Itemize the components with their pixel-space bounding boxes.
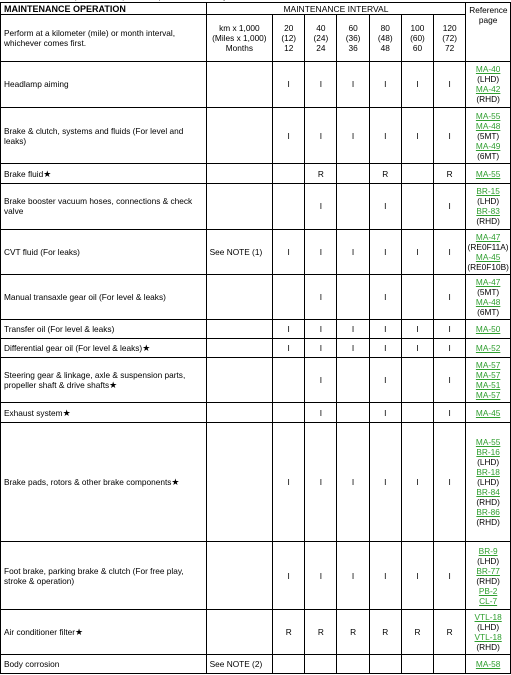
- interval-mark-cell: [273, 274, 305, 319]
- interval-mark-cell: R: [305, 609, 337, 654]
- reference-page-cell: [466, 229, 511, 274]
- note-cell: [206, 422, 272, 541]
- note-cell: See NOTE (2): [206, 655, 272, 674]
- interval-mark-cell: I: [305, 229, 337, 274]
- unit-km: km x 1,000: [219, 22, 260, 33]
- interval-mark-cell: I: [401, 229, 433, 274]
- note-cell: [206, 609, 272, 654]
- reference-variant-label: (LHD): [477, 477, 500, 488]
- note-cell: See NOTE (1): [206, 229, 272, 274]
- reference-page-cell: [466, 357, 511, 402]
- interval-mark-cell: [337, 357, 369, 402]
- table-row: [1, 274, 511, 319]
- unit-miles: (Miles x 1,000): [212, 32, 267, 43]
- interval-mark-cell: I: [369, 108, 401, 164]
- interval-mark-cell: I: [434, 338, 466, 357]
- interval-header-2: [305, 15, 337, 61]
- interval-miles: (48): [377, 32, 393, 43]
- operation-cell: [1, 357, 207, 402]
- operation-label: Foot brake, parking brake & clutch (For free play, stroke & operation): [4, 565, 184, 586]
- maintenance-schedule-table: [0, 2, 511, 674]
- reference-page-link[interactable]: MA-51: [475, 379, 501, 390]
- interval-mark-cell: I: [401, 320, 433, 339]
- interval-mark-cell: [273, 164, 305, 184]
- interval-mark-cell: [337, 655, 369, 674]
- operation-label: Brake fluid: [4, 168, 44, 179]
- reference-page-cell: [466, 184, 511, 229]
- interval-mark-cell: [401, 357, 433, 402]
- interval-mark-cell: [337, 164, 369, 184]
- interval-mark-cell: I: [434, 357, 466, 402]
- table-row: [1, 164, 511, 184]
- interval-miles: (60): [410, 32, 425, 43]
- interval-mark-cell: I: [369, 61, 401, 107]
- note-cell: [206, 61, 272, 107]
- interval-mark-cell: I: [337, 108, 369, 164]
- interval-mark-cell: I: [369, 229, 401, 274]
- interval-mark-cell: I: [401, 542, 433, 609]
- interval-mark-cell: I: [401, 338, 433, 357]
- interval-mark-cell: R: [369, 164, 401, 184]
- interval-mark-cell: I: [434, 184, 466, 229]
- reference-page-cell: [466, 655, 511, 674]
- operation-cell: [1, 274, 207, 319]
- reference-page-link[interactable]: MA-45: [475, 251, 501, 262]
- interval-mark-cell: I: [273, 229, 305, 274]
- table-row: [1, 108, 511, 164]
- reference-page-link[interactable]: MA-48: [475, 120, 501, 131]
- interval-mark-cell: R: [434, 164, 466, 184]
- interval-mark-cell: [369, 655, 401, 674]
- interval-months: 48: [380, 42, 390, 53]
- reference-page-cell: [466, 338, 511, 357]
- reference-page-link[interactable]: MA-42: [475, 84, 501, 95]
- reference-page-link[interactable]: BR-16: [476, 447, 500, 458]
- reference-page-link[interactable]: MA-47: [475, 231, 501, 242]
- interval-mark-cell: I: [369, 338, 401, 357]
- interval-mark-cell: I: [434, 422, 466, 541]
- interval-mark-cell: [273, 357, 305, 402]
- interval-header-6: [434, 15, 466, 61]
- interval-mark-cell: I: [369, 542, 401, 609]
- interval-mark-cell: [337, 403, 369, 423]
- reference-page-link[interactable]: BR-83: [476, 206, 500, 217]
- reference-page-link[interactable]: MA-40: [475, 64, 501, 75]
- severe-condition-star-icon: ★: [171, 477, 180, 488]
- reference-variant-label: (RHD): [476, 517, 500, 528]
- reference-variant-label: (RHD): [476, 641, 500, 652]
- severe-condition-star-icon: ★: [62, 407, 71, 418]
- reference-variant-label: (LHD): [477, 457, 500, 468]
- interval-mark-cell: I: [305, 403, 337, 423]
- reference-page-link[interactable]: BR-84: [476, 487, 500, 498]
- operation-label: Brake pads, rotors & other brake components: [4, 477, 172, 488]
- interval-mark-cell: I: [434, 542, 466, 609]
- table-title: MAINTENANCE OPERATION: [1, 3, 207, 15]
- interval-mark-cell: [337, 184, 369, 229]
- interval-mark-cell: [401, 403, 433, 423]
- operation-label: Differential gear oil (For level & leaks): [4, 342, 143, 353]
- operation-label: Exhaust system: [4, 407, 63, 418]
- operation-label: Body corrosion: [4, 659, 60, 670]
- interval-mark-cell: I: [305, 184, 337, 229]
- interval-mark-cell: R: [369, 609, 401, 654]
- interval-mark-cell: I: [273, 338, 305, 357]
- note-cell: [206, 338, 272, 357]
- interval-mark-cell: I: [273, 108, 305, 164]
- reference-variant-label: (LHD): [477, 555, 500, 566]
- interval-mark-cell: I: [305, 274, 337, 319]
- interval-mark-cell: I: [305, 338, 337, 357]
- interval-mark-cell: I: [434, 320, 466, 339]
- note-cell: [206, 403, 272, 423]
- table-row: [1, 338, 511, 357]
- interval-km: 60: [348, 22, 358, 33]
- operation-cell: [1, 108, 207, 164]
- operation-label: Air conditioner filter: [4, 626, 76, 637]
- interval-mark-cell: I: [434, 403, 466, 423]
- operation-cell: [1, 609, 207, 654]
- interval-months: 60: [412, 42, 423, 53]
- operation-cell: [1, 403, 207, 423]
- interval-mark-cell: [401, 274, 433, 319]
- table-row: [1, 655, 511, 674]
- reference-page-link[interactable]: MA-49: [475, 140, 501, 151]
- interval-header-5: [401, 15, 433, 61]
- interval-mark-cell: I: [273, 542, 305, 609]
- reference-variant-label: (6MT): [477, 307, 500, 318]
- reference-page-cell: [466, 609, 511, 654]
- interval-mark-cell: [273, 655, 305, 674]
- interval-mark-cell: [337, 274, 369, 319]
- interval-mark-cell: I: [434, 108, 466, 164]
- reference-page-link[interactable]: MA-48: [475, 297, 501, 308]
- interval-mark-cell: I: [369, 403, 401, 423]
- interval-miles: (72): [442, 32, 458, 43]
- reference-variant-label: (LHD): [477, 196, 500, 207]
- severe-condition-star-icon: ★: [75, 626, 84, 637]
- interval-mark-cell: I: [273, 320, 305, 339]
- table-row: [1, 422, 511, 541]
- operation-cell: [1, 320, 207, 339]
- note-cell: [206, 542, 272, 609]
- interval-mark-cell: I: [369, 184, 401, 229]
- reference-page-cell: [466, 164, 511, 184]
- interval-km: 80: [380, 22, 390, 33]
- interval-header-4: [369, 15, 401, 61]
- reference-page-cell: [466, 320, 511, 339]
- table-row: [1, 403, 511, 423]
- reference-variant-label: (5MT): [477, 130, 500, 141]
- operation-cell: [1, 184, 207, 229]
- interval-mark-cell: I: [305, 108, 337, 164]
- table-row: [1, 609, 511, 654]
- interval-mark-cell: [434, 655, 466, 674]
- table-row: [1, 357, 511, 402]
- interval-km: 120: [442, 22, 457, 33]
- interval-mark-cell: I: [337, 320, 369, 339]
- interval-mark-cell: R: [434, 609, 466, 654]
- reference-page-link[interactable]: MA-50: [475, 324, 501, 335]
- table-row: [1, 320, 511, 339]
- reference-page-cell: [466, 274, 511, 319]
- severe-condition-star-icon: ★: [109, 379, 118, 390]
- reference-page-link[interactable]: MA-57: [475, 359, 501, 370]
- interval-mark-cell: I: [369, 320, 401, 339]
- interval-mark-cell: [273, 403, 305, 423]
- reference-page-cell: [466, 108, 511, 164]
- interval-mark-cell: I: [273, 61, 305, 107]
- reference-page-link[interactable]: BR-15: [476, 186, 500, 197]
- interval-title: MAINTENANCE INTERVAL: [206, 3, 466, 15]
- interval-mark-cell: I: [337, 542, 369, 609]
- reference-page-link[interactable]: PB-2: [478, 585, 498, 596]
- operation-cell: [1, 229, 207, 274]
- interval-mark-cell: I: [305, 422, 337, 541]
- note-cell: [206, 164, 272, 184]
- interval-km: 20: [284, 22, 294, 33]
- interval-mark-cell: [401, 184, 433, 229]
- operation-label: Manual transaxle gear oil (For level & leaks): [4, 292, 166, 303]
- interval-mark-cell: [273, 184, 305, 229]
- interval-mark-cell: [401, 164, 433, 184]
- interval-mark-cell: R: [401, 609, 433, 654]
- interval-mark-cell: I: [305, 320, 337, 339]
- operation-label: Steering gear & linkage, axle & suspension parts, propeller shaft & drive shafts: [4, 369, 186, 390]
- interval-months: 72: [445, 42, 455, 53]
- interval-mark-cell: R: [305, 164, 337, 184]
- reference-page-link[interactable]: MA-47: [475, 277, 501, 288]
- interval-mark-cell: I: [337, 229, 369, 274]
- reference-page-link[interactable]: VTL-18: [474, 611, 502, 622]
- operation-label: CVT fluid (For leaks): [4, 246, 80, 257]
- interval-units: [206, 15, 272, 61]
- operation-cell: [1, 542, 207, 609]
- severe-condition-star-icon: ★: [142, 342, 151, 353]
- operation-cell: [1, 422, 207, 541]
- interval-km: 100: [410, 22, 425, 33]
- operation-cell: [1, 164, 207, 184]
- operation-label: Brake & clutch, systems and fluids (For level and leaks): [4, 125, 184, 146]
- reference-variant-label: (RE0F11A): [467, 241, 509, 252]
- note-cell: [206, 274, 272, 319]
- operation-label: Brake booster vacuum hoses, connections & check valve: [4, 196, 193, 217]
- interval-mark-cell: I: [305, 357, 337, 402]
- reference-page-link[interactable]: CL-7: [479, 595, 498, 606]
- interval-months: 24: [316, 42, 326, 53]
- unit-months: Months: [225, 42, 253, 53]
- reference-page-link[interactable]: MA-52: [475, 342, 501, 353]
- note-cell: [206, 108, 272, 164]
- reference-variant-label: (RHD): [476, 94, 500, 105]
- reference-variant-label: (6MT): [477, 150, 500, 161]
- reference-variant-label: (RHD): [476, 497, 500, 508]
- reference-page-cell: [466, 422, 511, 541]
- reference-page-cell: [466, 61, 511, 107]
- perform-interval-text: Perform at a kilometer (mile) or month interval, whichever comes first.: [1, 15, 207, 61]
- note-cell: [206, 320, 272, 339]
- note-cell: [206, 357, 272, 402]
- interval-months: 12: [284, 42, 294, 53]
- reference-page-link[interactable]: BR-18: [476, 467, 500, 478]
- reference-page-cell: [466, 403, 511, 423]
- reference-variant-label: (RHD): [476, 216, 500, 227]
- interval-mark-cell: [305, 655, 337, 674]
- operation-cell: [1, 655, 207, 674]
- reference-variant-label: (LHD): [477, 74, 500, 85]
- interval-mark-cell: I: [434, 61, 466, 107]
- table-row: [1, 61, 511, 107]
- interval-mark-cell: I: [305, 61, 337, 107]
- interval-mark-cell: I: [369, 357, 401, 402]
- interval-mark-cell: I: [401, 108, 433, 164]
- interval-miles: (36): [345, 32, 361, 43]
- note-cell: [206, 184, 272, 229]
- reference-page-link[interactable]: BR-86: [476, 507, 500, 518]
- operation-cell: [1, 61, 207, 107]
- interval-mark-cell: I: [337, 422, 369, 541]
- reference-page-link[interactable]: VTL-18: [474, 631, 502, 642]
- reference-page-link[interactable]: MA-58: [475, 659, 501, 670]
- reference-page-link[interactable]: MA-57: [475, 389, 501, 400]
- interval-mark-cell: I: [434, 229, 466, 274]
- interval-km: 40: [316, 22, 326, 33]
- table-row: [1, 184, 511, 229]
- interval-mark-cell: I: [369, 274, 401, 319]
- interval-mark-cell: I: [401, 422, 433, 541]
- reference-variant-label: (LHD): [477, 621, 500, 632]
- reference-page-cell: [466, 542, 511, 609]
- interval-mark-cell: I: [369, 422, 401, 541]
- interval-mark-cell: I: [305, 542, 337, 609]
- interval-miles: (12): [281, 32, 297, 43]
- severe-condition-star-icon: ★: [43, 168, 52, 179]
- operation-label: Transfer oil (For level & leaks): [4, 324, 115, 335]
- reference-variant-label: (5MT): [477, 287, 500, 298]
- reference-page-link[interactable]: MA-55: [475, 168, 501, 179]
- interval-miles: (24): [313, 32, 329, 43]
- reference-page-link[interactable]: BR-77: [476, 565, 500, 576]
- reference-page-link[interactable]: MA-57: [475, 369, 501, 380]
- reference-page-link[interactable]: MA-45: [475, 407, 501, 418]
- interval-header-1: [273, 15, 305, 61]
- operation-label: Headlamp aiming: [4, 79, 69, 90]
- interval-mark-cell: I: [337, 338, 369, 357]
- interval-mark-cell: R: [337, 609, 369, 654]
- interval-mark-cell: I: [337, 61, 369, 107]
- interval-months: 36: [348, 42, 358, 53]
- reference-page-link[interactable]: MA-55: [475, 110, 501, 121]
- interval-header-3: [337, 15, 369, 61]
- reference-variant-label: (RHD): [476, 575, 500, 586]
- interval-mark-cell: I: [401, 61, 433, 107]
- table-row: [1, 229, 511, 274]
- table-row: [1, 542, 511, 609]
- interval-mark-cell: [401, 655, 433, 674]
- operation-cell: [1, 338, 207, 357]
- interval-mark-cell: R: [273, 609, 305, 654]
- interval-mark-cell: I: [273, 422, 305, 541]
- interval-mark-cell: I: [434, 274, 466, 319]
- reference-page-link[interactable]: MA-55: [475, 437, 501, 448]
- reference-variant-label: (RE0F10B): [467, 261, 509, 272]
- reference-page-header: Reference page: [466, 3, 511, 62]
- reference-page-link[interactable]: BR-9: [478, 545, 498, 556]
